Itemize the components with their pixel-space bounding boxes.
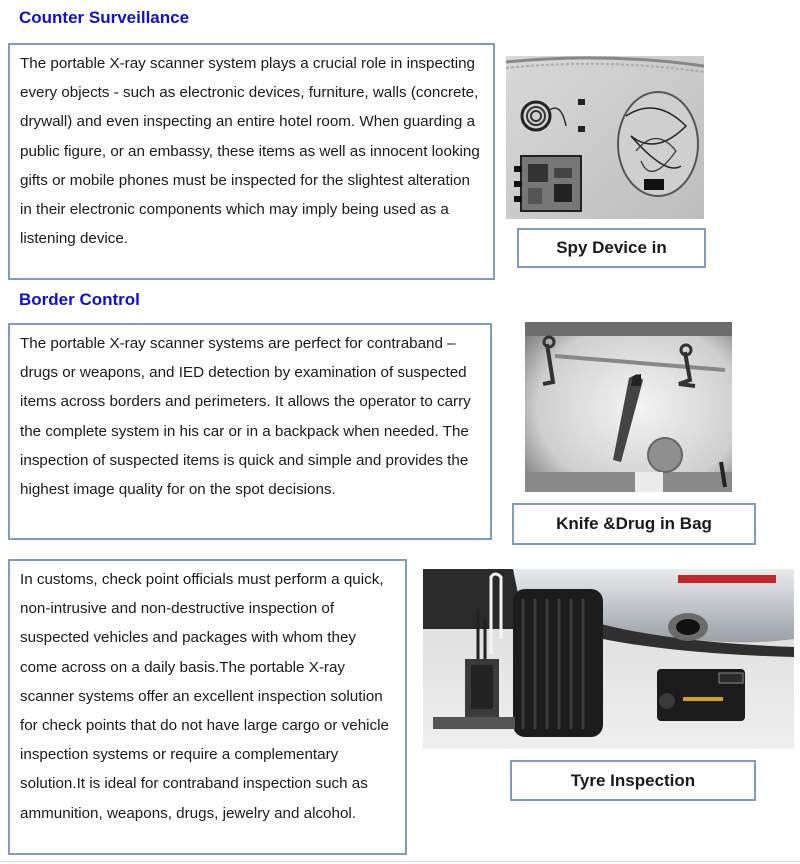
counter-surveillance-text: The portable X-ray scanner system plays a crucial role in inspecting every objects - such as electronic devices, furniture, walls (concrete, drywall) and even inspecting an entire hotel room. When guarding a public figure, or an embassy, these items as well as innocent looking gifts or mobile phones must be inspected for the slightest alteration in their electronic components which may imply being used as a listening device.	[8, 43, 495, 280]
border-control-text: The portable X-ray scanner systems are perfect for contraband – drugs or weapons, and IED detection by examination of suspected items across borders and perimeters. It allows the operator to carry the complete system in his car or in a backpack when needed. The inspection of suspected items is quick and simple and provides the highest image quality for on the spot decisions.	[8, 323, 492, 540]
bottom-divider	[0, 861, 800, 862]
section-heading-counter-surveillance: Counter Surveillance	[19, 8, 190, 27]
knife-drug-bag-xray-image	[525, 322, 732, 492]
customs-text: In customs, check point officials must perform a quick, non-intrusive and non-destructive inspection of suspected vehicles and packages with whom they come across on a daily basis.The portable X-ray scanner systems offer an excellent inspection solution for check points that do not have large cargo or vehicle inspection systems or require a complementary solution.It is ideal for contraband inspection such as ammunition, weapons, drugs, jewelry and alcohol.	[8, 559, 407, 855]
knife-drug-caption: Knife &Drug in Bag	[512, 503, 756, 545]
spy-device-caption: Spy Device in	[517, 228, 706, 268]
tyre-inspection-photo	[423, 569, 794, 749]
tyre-inspection-caption: Tyre Inspection	[510, 760, 756, 801]
spy-device-xray-image	[506, 56, 704, 219]
section-heading-border-control: Border Control	[19, 290, 140, 309]
